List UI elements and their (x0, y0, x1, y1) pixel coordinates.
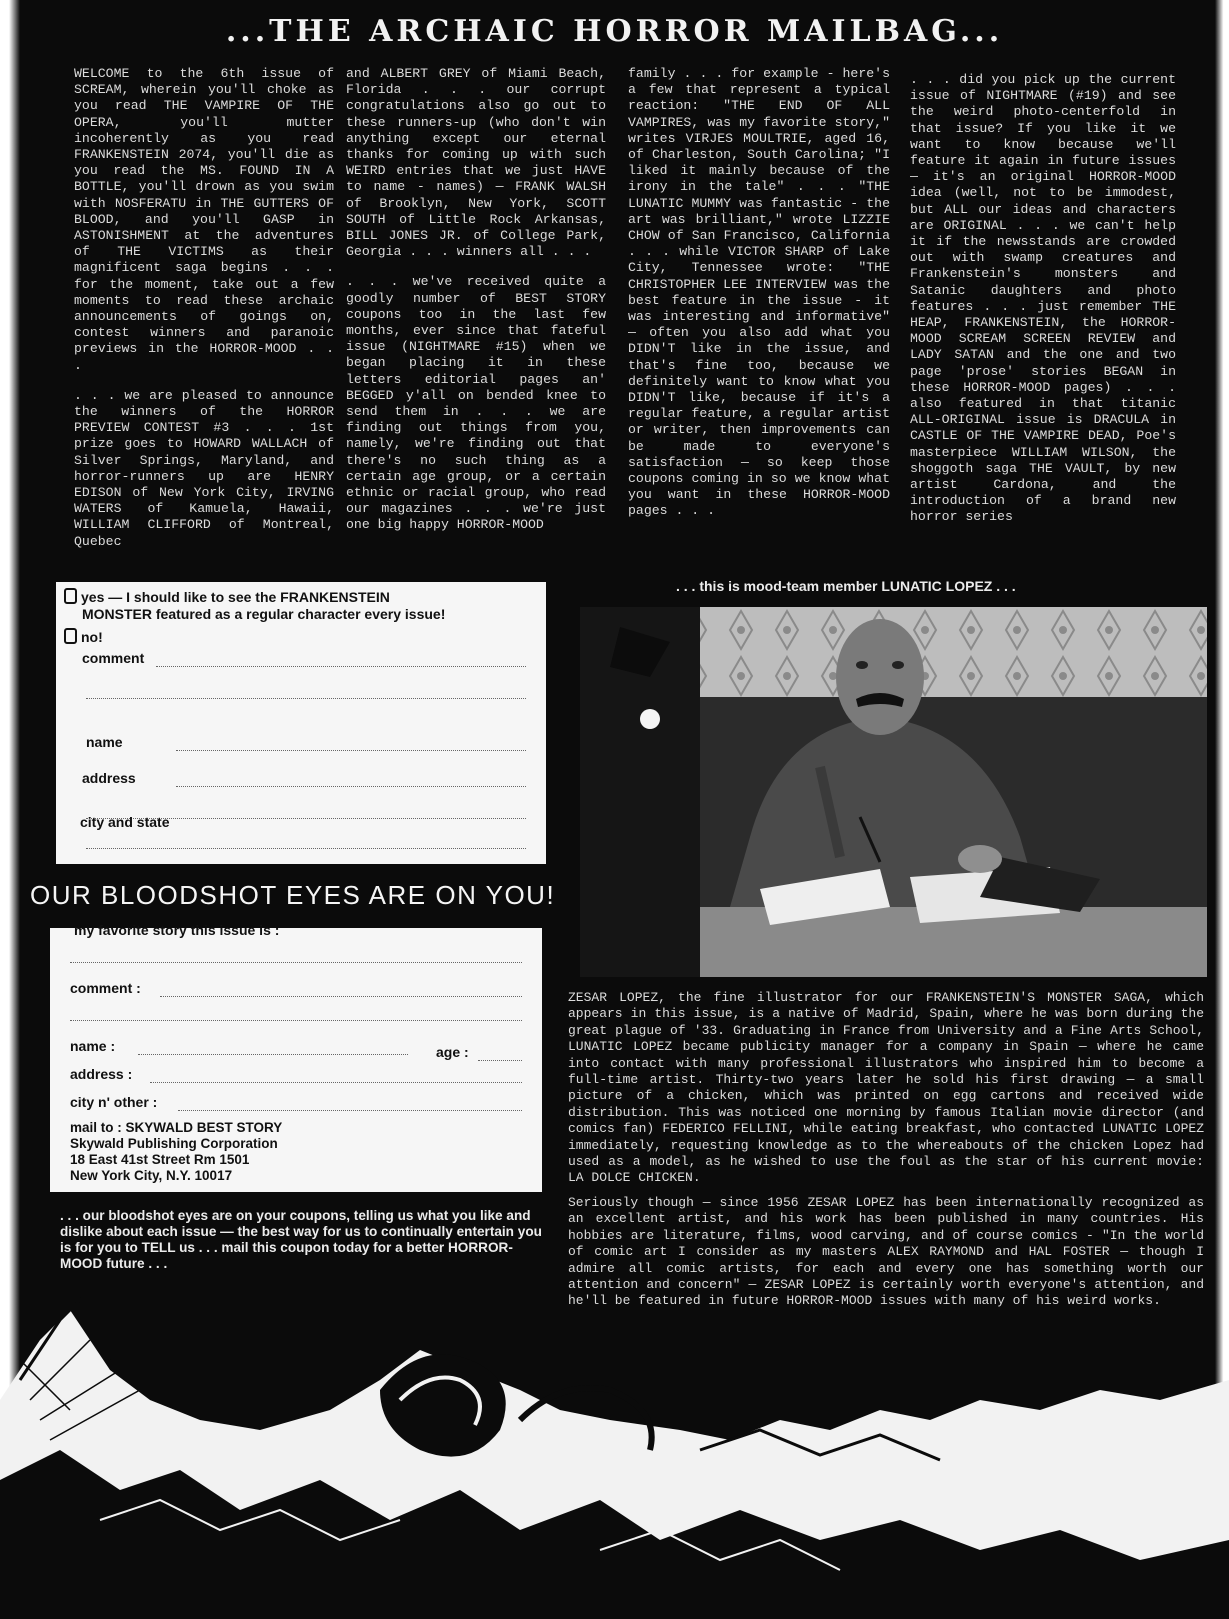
photo-caption: . . . this is mood-team member LUNATIC LOPEZ . . . (676, 578, 1016, 594)
column-paragraph: . . . we are pleased to announce the winners of the HORROR PREVIEW CONTEST #3 . . . 1st prize goes to HOWARD WALLACH of Silver Springs, Maryland, and horror-runners up are HENRY EDISON of New York City, IRVING WATERS of Kamuela, Hawaii, WILLIAM CLIFFORD of Montreal, Quebec (74, 387, 334, 549)
city-other-field[interactable] (178, 1110, 522, 1111)
no-option[interactable]: no! (64, 628, 103, 645)
horror-landscape-illustration (0, 1280, 1229, 1619)
comment-label: comment (82, 650, 145, 666)
city-state-label: city and state (80, 814, 170, 830)
column-paragraph: . . . we've received quite a goodly number of BEST STORY coupons too in the last few months, ever since that fateful issue (NIGHTMARE #15) when we began placing it in these letters editorial pages an' BEGGED y'all on bended knee to send them in . . . we are finding out things from you, namely, we're finding out that there's no such thing as a certain age group, or a certain ethnic or racial group, who read our magazines . . . we're just one big happy HORROR-MOOD (346, 274, 606, 533)
name-field[interactable] (176, 750, 526, 751)
address-label: address : (70, 1066, 133, 1082)
column-paragraph: family . . . for example - here's a few that represent a typical reaction: "THE END OF ALL VAMPIRES, was my favorite story," writes VIRJES MOULTRIE, aged 16, of Charleston, South Carolina; "I liked it mainly because of the irony in the tale" . . . "THE LUNATIC MUMMY was fantastic - the art was brilliant," wrote LIZZIE CHOW of San Francisco, California . . . while VICTOR SHARP of Lake City, Tennessee wrote: "THE CHRISTOPHER LEE INTERVIEW was the best feature in the issue - it was interesting and informative" — often you also add what you DIDN'T like in the issue, and that's fine too, because we definitely want to know what you DIDN'T like, because if it's a regular feature, a regular artist or writer, then improvements can be made to everyone's satisfaction — so keep those coupons coming in so we know what you want in these HORROR-MOOD pages . . . (628, 66, 890, 519)
column-paragraph: . . . did you pick up the current issue of NIGHTMARE (#19) and see the weird photo-centerfold in that issue? If you like it we want to know because we'll feature it again in future issues — it's an original HORROR-MOOD idea (well, not to be immodest, but ALL our ideas and characters are ORIGINAL . . . we can't help it if the newsstands are crowded out with swamp creatures and Frankenstein's monsters and Satanic daughters and photo features . . . just remember THE HEAP, FRANKENSTEIN, the HORROR-MOOD SCREAM SCREEN REVIEW and LADY SATAN and the one and two page 'prose' stories BEGAN in these HORROR-MOOD pages) . . . also featured in that titanic ALL-ORIGINAL issue is DRACULA in CASTLE OF THE VAMPIRE DEAD, Poe's masterpiece WILLIAM WILSON, the shoggoth saga THE VAULT, by new artist Cardona, and the introduction of a brand new horror series (910, 72, 1176, 525)
name-label: name (86, 734, 123, 750)
name-label: name : (70, 1038, 116, 1054)
mail-to-line: mail to : SKYWALD BEST STORY (70, 1120, 283, 1135)
comment-field-line-2[interactable] (70, 1020, 522, 1021)
address-field[interactable] (176, 786, 526, 787)
city-other-label: city n' other : (70, 1094, 158, 1110)
bio-paragraph: ZESAR LOPEZ, the fine illustrator for our FRANKENSTEIN'S MONSTER SAGA, which appears in this issue, is a native of Madrid, Spain, where he was born during the great plague of '33. Graduating in France from University and a Fine Arts School, LUNATIC LOPEZ became publicity manager for a company in Spain — where he came into contact with many professional illustrators who inspired him to become a full-time artist. Thirty-two years later he sold his first drawing — a small picture of a chicken, which was printed on egg cartons and received wide distribution. This was noticed one morning by famous Italian movie director (and comics fan) FEDERICO FELLINI, while eating breakfast, who contacted LUNATIC LOPEZ immediately, requesting knowledge as to the whereabouts of the chicken Lopez had used as a model, as he wished to use the foul as the star of his current movie: LA DOLCE CHICKEN. (568, 990, 1204, 1186)
artist-photo-illustration (580, 607, 1207, 977)
coupon-footnote: . . . our bloodshot eyes are on your coupons, telling us what you like and dislike about each issue — the best way for us to continually entertain you is for you to TELL us . . . mail this coupon today for a better HORROR-MOOD future . . . (60, 1208, 542, 1271)
comment-field[interactable] (156, 666, 526, 667)
letters-column-1 (74, 66, 334, 562)
column-paragraph: and ALBERT GREY of Miami Beach, Florida . . . our corrupt congratulations also go out to these runners-up (who don't win anything except our eternal thanks for coming up with such WEIRD entries that we just HAVE to name - names) — FRANK WALSH of Brooklyn, New York, SCOTT SOUTH of Little Rock Arkansas, BILL JONES JR. of College Park, Georgia . . . winners all . . . (346, 66, 606, 260)
no-checkbox[interactable] (64, 628, 77, 644)
column-paragraph: WELCOME to the 6th issue of SCREAM, wherein you'll choke as you read THE VAMPIRE OF THE OPERA, you'll mutter incoherently as you read FRANKENSTEIN 2074, you'll die as you read the MS. FOUND IN A BOTTLE, you'll drown as you swim with NOSFERATU in THE GUTTERS OF BLOOD, and you'll GASP in ASTONISHMENT at the adventures of THE VICTIMS as their magnificent saga begins . . . for the moment, take out a few moments to read these archaic announcements of goings on, contest winners and paranoic previews in the HORROR-MOOD . . . (74, 66, 334, 373)
address-label: address (82, 770, 136, 786)
page-title: ...THE ARCHAIC HORROR MAILBAG... (225, 14, 1004, 49)
age-label: age : (436, 1044, 469, 1060)
letters-column-3 (628, 66, 890, 562)
favorite-story-field[interactable] (70, 962, 522, 963)
comment-field[interactable] (160, 996, 522, 997)
letters-column-4 (910, 72, 1176, 568)
city-line: New York City, N.Y. 10017 (70, 1168, 233, 1183)
age-field[interactable] (478, 1060, 522, 1061)
yes-option[interactable]: yes — I should like to see the FRANKENSTEIN (64, 588, 390, 605)
best-story-coupon (50, 922, 542, 1192)
artist-photo (580, 607, 1207, 977)
street-line: 18 East 41st Street Rm 1501 (70, 1152, 250, 1167)
yes-option-continued: MONSTER featured as a regular character every issue! (82, 606, 446, 622)
frankenstein-poll-coupon (56, 582, 546, 864)
bio-paragraph: Seriously though — since 1956 ZESAR LOPEZ has been internationally recognized as an excellent artist, and his work has been published in many countries. His hobbies are literature, films, wood carving, and of course comics - "In the world of comic art I consider as my masters ALEX RAYMOND and HAL FOSTER — though I admire all comic artists, for each and every one has something worth our attention and concern" — ZESAR LOPEZ is certainly worth everyone's attention, and he'll be featured in future HORROR-MOOD issues with many of his weird works. (568, 1194, 1204, 1309)
comment-field-line-2[interactable] (86, 698, 526, 699)
address-field[interactable] (150, 1082, 522, 1083)
name-field[interactable] (138, 1054, 408, 1055)
company-line: Skywald Publishing Corporation (70, 1136, 278, 1151)
favorite-story-label: my favorite story this issue is : (74, 922, 280, 938)
artist-bio (568, 990, 1204, 1318)
comment-label: comment : (70, 980, 141, 996)
bloodshot-eyes-heading: OUR BLOODSHOT EYES ARE ON YOU! (30, 880, 556, 910)
letters-column-2 (346, 66, 606, 562)
yes-checkbox[interactable] (64, 588, 77, 604)
city-state-field[interactable] (86, 848, 526, 849)
